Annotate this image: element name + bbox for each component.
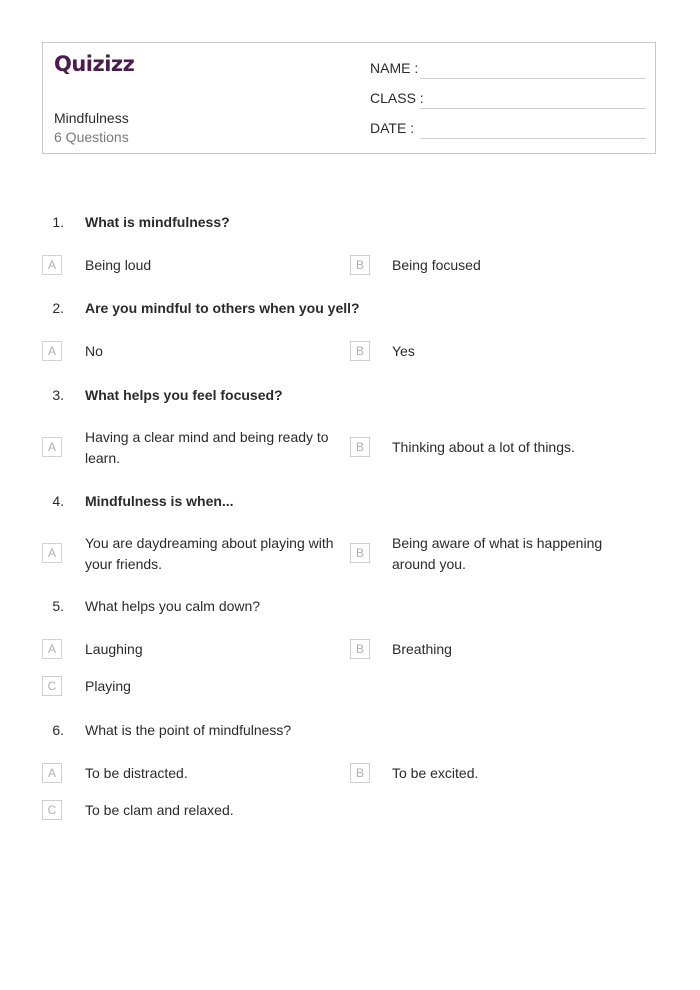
option-box: B <box>350 341 370 361</box>
question-text: Are you mindful to others when you yell? <box>85 300 360 316</box>
question-number: 2. <box>52 300 64 316</box>
option-text: Being loud <box>85 257 152 273</box>
date-label: DATE : <box>370 120 415 136</box>
question-text: Mindfulness is when... <box>85 493 234 509</box>
option-text: To be clam and relaxed. <box>85 802 234 818</box>
name-label: NAME : <box>370 60 419 76</box>
option-text: Being focused <box>392 257 481 273</box>
option-box: B <box>350 255 370 275</box>
option-box: C <box>42 800 62 820</box>
option-box: C <box>42 676 62 696</box>
option-box: A <box>42 543 62 563</box>
question-number: 6. <box>52 722 64 738</box>
question-number: 5. <box>52 598 64 614</box>
question-text: What helps you feel focused? <box>85 387 283 403</box>
name-line <box>420 78 646 79</box>
option-text: Laughing <box>85 641 143 657</box>
class-label: CLASS : <box>370 90 424 106</box>
date-field <box>370 120 646 140</box>
option-box: A <box>42 255 62 275</box>
option-text: To be distracted. <box>85 765 188 781</box>
class-field <box>370 90 646 110</box>
question-count: 6 Questions <box>54 129 129 145</box>
option-text: To be excited. <box>392 765 479 781</box>
option-box: A <box>42 763 62 783</box>
option-text: Thinking about a lot of things. <box>392 439 575 455</box>
question-number: 4. <box>52 493 64 509</box>
question-number: 1. <box>52 214 64 230</box>
option-text: You are daydreaming about playing with your friends. <box>85 535 334 572</box>
option-text: Breathing <box>392 641 452 657</box>
option-text: Playing <box>85 678 131 694</box>
option-text: No <box>85 343 103 359</box>
option-box: B <box>350 763 370 783</box>
option-text: Yes <box>392 343 415 359</box>
option-box: A <box>42 437 62 457</box>
question-text: What is mindfulness? <box>85 214 230 230</box>
option-box: B <box>350 639 370 659</box>
question-text: What helps you calm down? <box>85 598 261 614</box>
question-text: What is the point of mindfulness? <box>85 722 292 738</box>
option-text: Having a clear mind and being ready to learn. <box>85 429 329 466</box>
quizizz-logo: Quizizz <box>54 52 135 76</box>
worksheet-header <box>42 42 656 154</box>
option-box: B <box>350 437 370 457</box>
option-text: Being aware of what is happening around you. <box>392 535 603 572</box>
name-field <box>370 60 646 80</box>
class-line <box>420 108 646 109</box>
quiz-title: Mindfulness <box>54 110 129 126</box>
question-number: 3. <box>52 387 64 403</box>
option-box: A <box>42 639 62 659</box>
date-line <box>420 138 646 139</box>
option-box: A <box>42 341 62 361</box>
option-box: B <box>350 543 370 563</box>
